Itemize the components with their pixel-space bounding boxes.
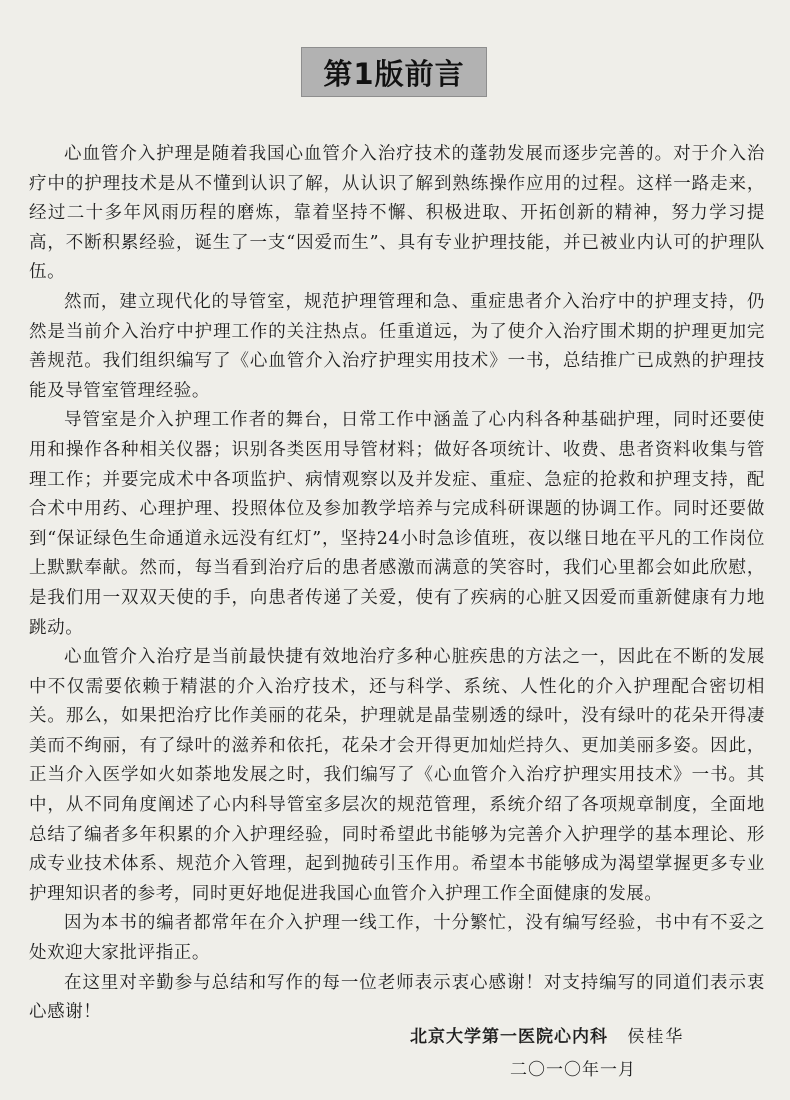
signature-author: 侯桂华: [627, 1027, 685, 1047]
paragraph: 心血管介入治疗是当前最快捷有效地治疗多种心脏疾患的方法之一，因此在不断的发展中不仅需要依赖于精湛的介入治疗技术，还与科学、系统、人性化的介入护理配合密切相关。那么，如果把治疗比作美丽的花朵，护理就是晶莹剔透的绿叶，没有绿叶的花朵开得凄美而不绚丽，有了绿叶的滋养和依托，花朵才会开得更加灿烂持久、更加美丽多姿。因此，正当介入医学如火如荼地发展之时，我们编写了《心血管介入治疗护理实用技术》一书。其中，从不同角度阐述了心内科导管室多层次的规范管理，系统介绍了各项规章制度，全面地总结了编者多年积累的介入护理经验，同时希望此书能够为完善介入护理学的基本理论、形成专业技术体系、规范介入管理，起到抛砖引玉作用。希望本书能够成为渴望掌握更多专业护理知识者的参考，同时更好地促进我国心血管介入护理工作全面健康的发展。: [29, 647, 765, 904]
signature-line: [410, 1022, 684, 1047]
preface-body: [29, 140, 765, 1028]
paragraph: 在这里对辛勤参与总结和写作的每一位老师表示衷心感谢！对支持编写的同道们表示衷心感谢！: [29, 972, 765, 1023]
signature-date: 二〇一〇年一月: [510, 1060, 636, 1080]
signature-organization: 北京大学第一医院心内科: [410, 1027, 608, 1047]
paragraph: 然而，建立现代化的导管室，规范护理管理和急、重症患者介入治疗中的护理支持，仍然是当前介入治疗中护理工作的关注热点。任重道远，为了使介入治疗围术期的护理更加完善规范。我们组织编写了《心血管介入治疗护理实用技术》一书，总结推广已成熟的护理技能及导管室管理经验。: [29, 291, 765, 401]
paragraph: 因为本书的编者都常年在介入护理一线工作，十分繁忙，没有编写经验，书中有不妥之处欢迎大家批评指正。: [29, 913, 765, 964]
title-banner: [301, 47, 487, 97]
paragraph: 心血管介入护理是随着我国心血管介入治疗技术的蓬勃发展而逐步完善的。对于介入治疗中的护理技术是从不懂到认识了解，从认识了解到熟练操作应用的过程。这样一路走来，经过二十多年风雨历程的磨炼，靠着坚持不懈、积极进取、开拓创新的精神，努力学习提高，不断积累经验，诞生了一支“因爱而生”、具有专业护理技能，并已被业内认可的护理队伍。: [29, 144, 765, 283]
page-title: 第1版前言: [323, 56, 465, 91]
paragraph: 导管室是介入护理工作者的舞台，日常工作中涵盖了心内科各种基础护理，同时还要使用和操作各种相关仪器；识别各类医用导管材料；做好各项统计、收费、患者资料收集与管理工作；并要完成术中各项监护、病情观察以及并发症、重症、急症的抢救和护理支持，配合术中用药、心理护理、投照体位及参加教学培养与完成科研课题的协调工作。同时还要做到“保证绿色生命通道永远没有红灯”，坚持24小时急诊值班，夜以继日地在平凡的工作岗位上默默奉献。然而，每当看到治疗后的患者感激而满意的笑容时，我们心里都会如此欣慰，是我们用一双双天使的手，向患者传递了关爱，使有了疾病的心脏又因爱而重新健康有力地跳动。: [29, 410, 765, 638]
